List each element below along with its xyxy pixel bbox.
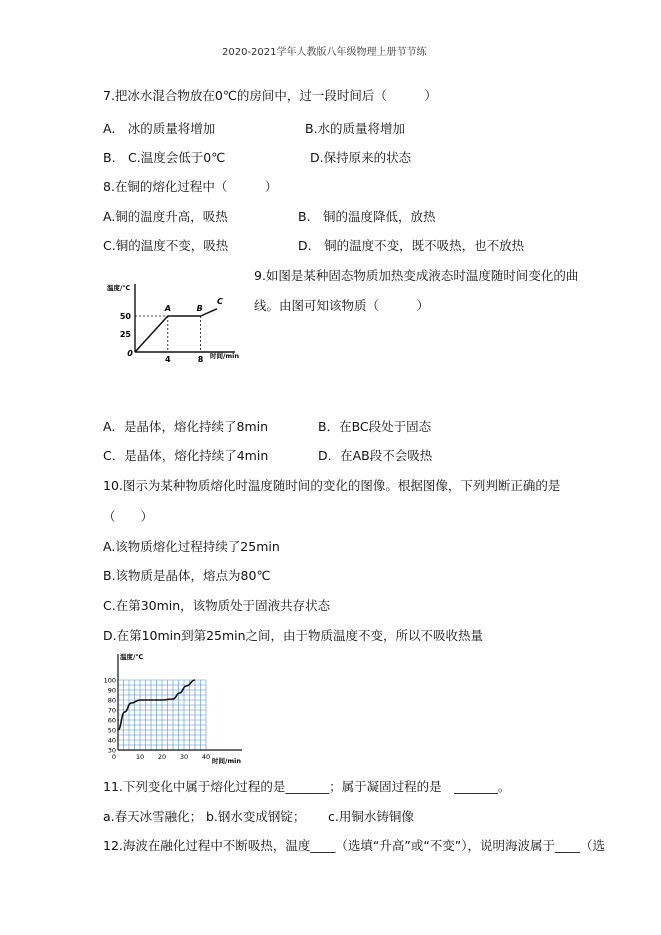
- y-axis-label: 温度/℃: [120, 653, 144, 661]
- page-header: 2020-2021学年人教版八年级物理上册节节练: [222, 47, 427, 58]
- y-tick-label: 25: [119, 330, 131, 339]
- q9-chart: [100, 272, 240, 362]
- q7-option-a: A. 冰的质量将增加: [103, 121, 216, 136]
- x-tick-label: 30: [179, 753, 189, 761]
- q11-item-c: c.用铜水铸铜像: [328, 809, 414, 824]
- x-tick-label: 40: [201, 753, 211, 761]
- y-tick-label: 100: [103, 676, 116, 685]
- q11-item-a: a.春天冰雪融化；: [103, 809, 203, 824]
- q8-option-a: A.铜的温度升高，吸热: [103, 209, 228, 224]
- point-label: C: [217, 296, 223, 306]
- y-axis-label: 温度/℃: [107, 284, 131, 292]
- q8-option-b: B. 铜的温度降低，放热: [298, 209, 436, 224]
- q9-option-a: A．是晶体，熔化持续了8min: [103, 419, 269, 434]
- q12-stem: 12.海波在融化过程中不断吸热，温度____（选填“升高”或“不变”），说明海波属于____（选: [103, 838, 606, 853]
- q10-option-b: B.该物质是晶体，熔点为80℃: [103, 568, 271, 583]
- q9-option-d: D．在AB段不会吸热: [318, 448, 433, 463]
- q7-option-d: D.保持原来的状态: [310, 150, 412, 165]
- x-tick-label: 0: [127, 349, 133, 358]
- q10-option-a: A.该物质熔化过程持续了25min: [103, 539, 280, 554]
- q11-stem: 11.下列变化中属于熔化过程的是_______；属于凝固过程的是 _______。: [103, 779, 511, 794]
- y-tick-label: 50: [119, 312, 131, 321]
- q10-stem-line1: 10.图示为某种物质熔化时温度随时间的变化的图像。根据图像，下列判断正确的是: [103, 478, 561, 493]
- point-label: A: [164, 304, 172, 313]
- q9-option-c: C．是晶体，熔化持续了4min: [103, 448, 269, 463]
- q8-option-c: C.铜的温度不变，吸热: [103, 238, 229, 253]
- x-tick-label: 8: [197, 355, 204, 362]
- y-tick-label: 30: [107, 746, 116, 755]
- y-tick-label: 90: [107, 686, 116, 695]
- y-tick-label: 60: [107, 716, 116, 725]
- q9-stem-line2: 线。由图可知该物质（ ）: [254, 298, 430, 313]
- x-axis-label: 时间/min: [212, 757, 242, 765]
- q10-option-d: D.在第10min到第25min之间，由于物质温度不变，所以不吸收热量: [103, 628, 484, 643]
- x-tick-label: 20: [157, 753, 167, 761]
- q7-option-c: B. C.温度会低于0℃: [103, 150, 226, 165]
- y-tick-label: 70: [107, 706, 116, 715]
- x-tick-label: 0: [111, 753, 117, 761]
- q10-option-c: C.在第30min，该物质处于固液共存状态: [103, 598, 331, 613]
- q8-stem: 8.在铜的熔化过程中（ ）: [103, 179, 278, 194]
- q8-option-d: D. 铜的温度不变，既不吸热，也不放热: [298, 238, 525, 253]
- y-tick-label: 80: [107, 696, 116, 705]
- q9-option-b: B．在BC段处于固态: [318, 419, 432, 434]
- q10-stem-line2: （ ）: [103, 509, 154, 524]
- point-label: B: [196, 304, 203, 313]
- q7-option-b: B.水的质量将增加: [305, 121, 406, 136]
- q9-stem-line1: 9.如图是某种固态物质加热变成液态时温度随时间变化的曲: [254, 268, 579, 283]
- y-tick-label: 40: [107, 736, 116, 745]
- q11-item-b: b.钢水变成钢锭；: [206, 809, 306, 824]
- q10-chart: [100, 650, 250, 770]
- y-tick-label: 50: [107, 726, 116, 735]
- data-line: [135, 309, 217, 352]
- x-axis-label: 时间/min: [210, 352, 240, 360]
- x-tick-label: 4: [165, 355, 171, 362]
- x-tick-label: 10: [135, 753, 145, 761]
- q7-stem: 7.把冰水混合物放在0℃的房间中，过一段时间后（ ）: [103, 88, 437, 103]
